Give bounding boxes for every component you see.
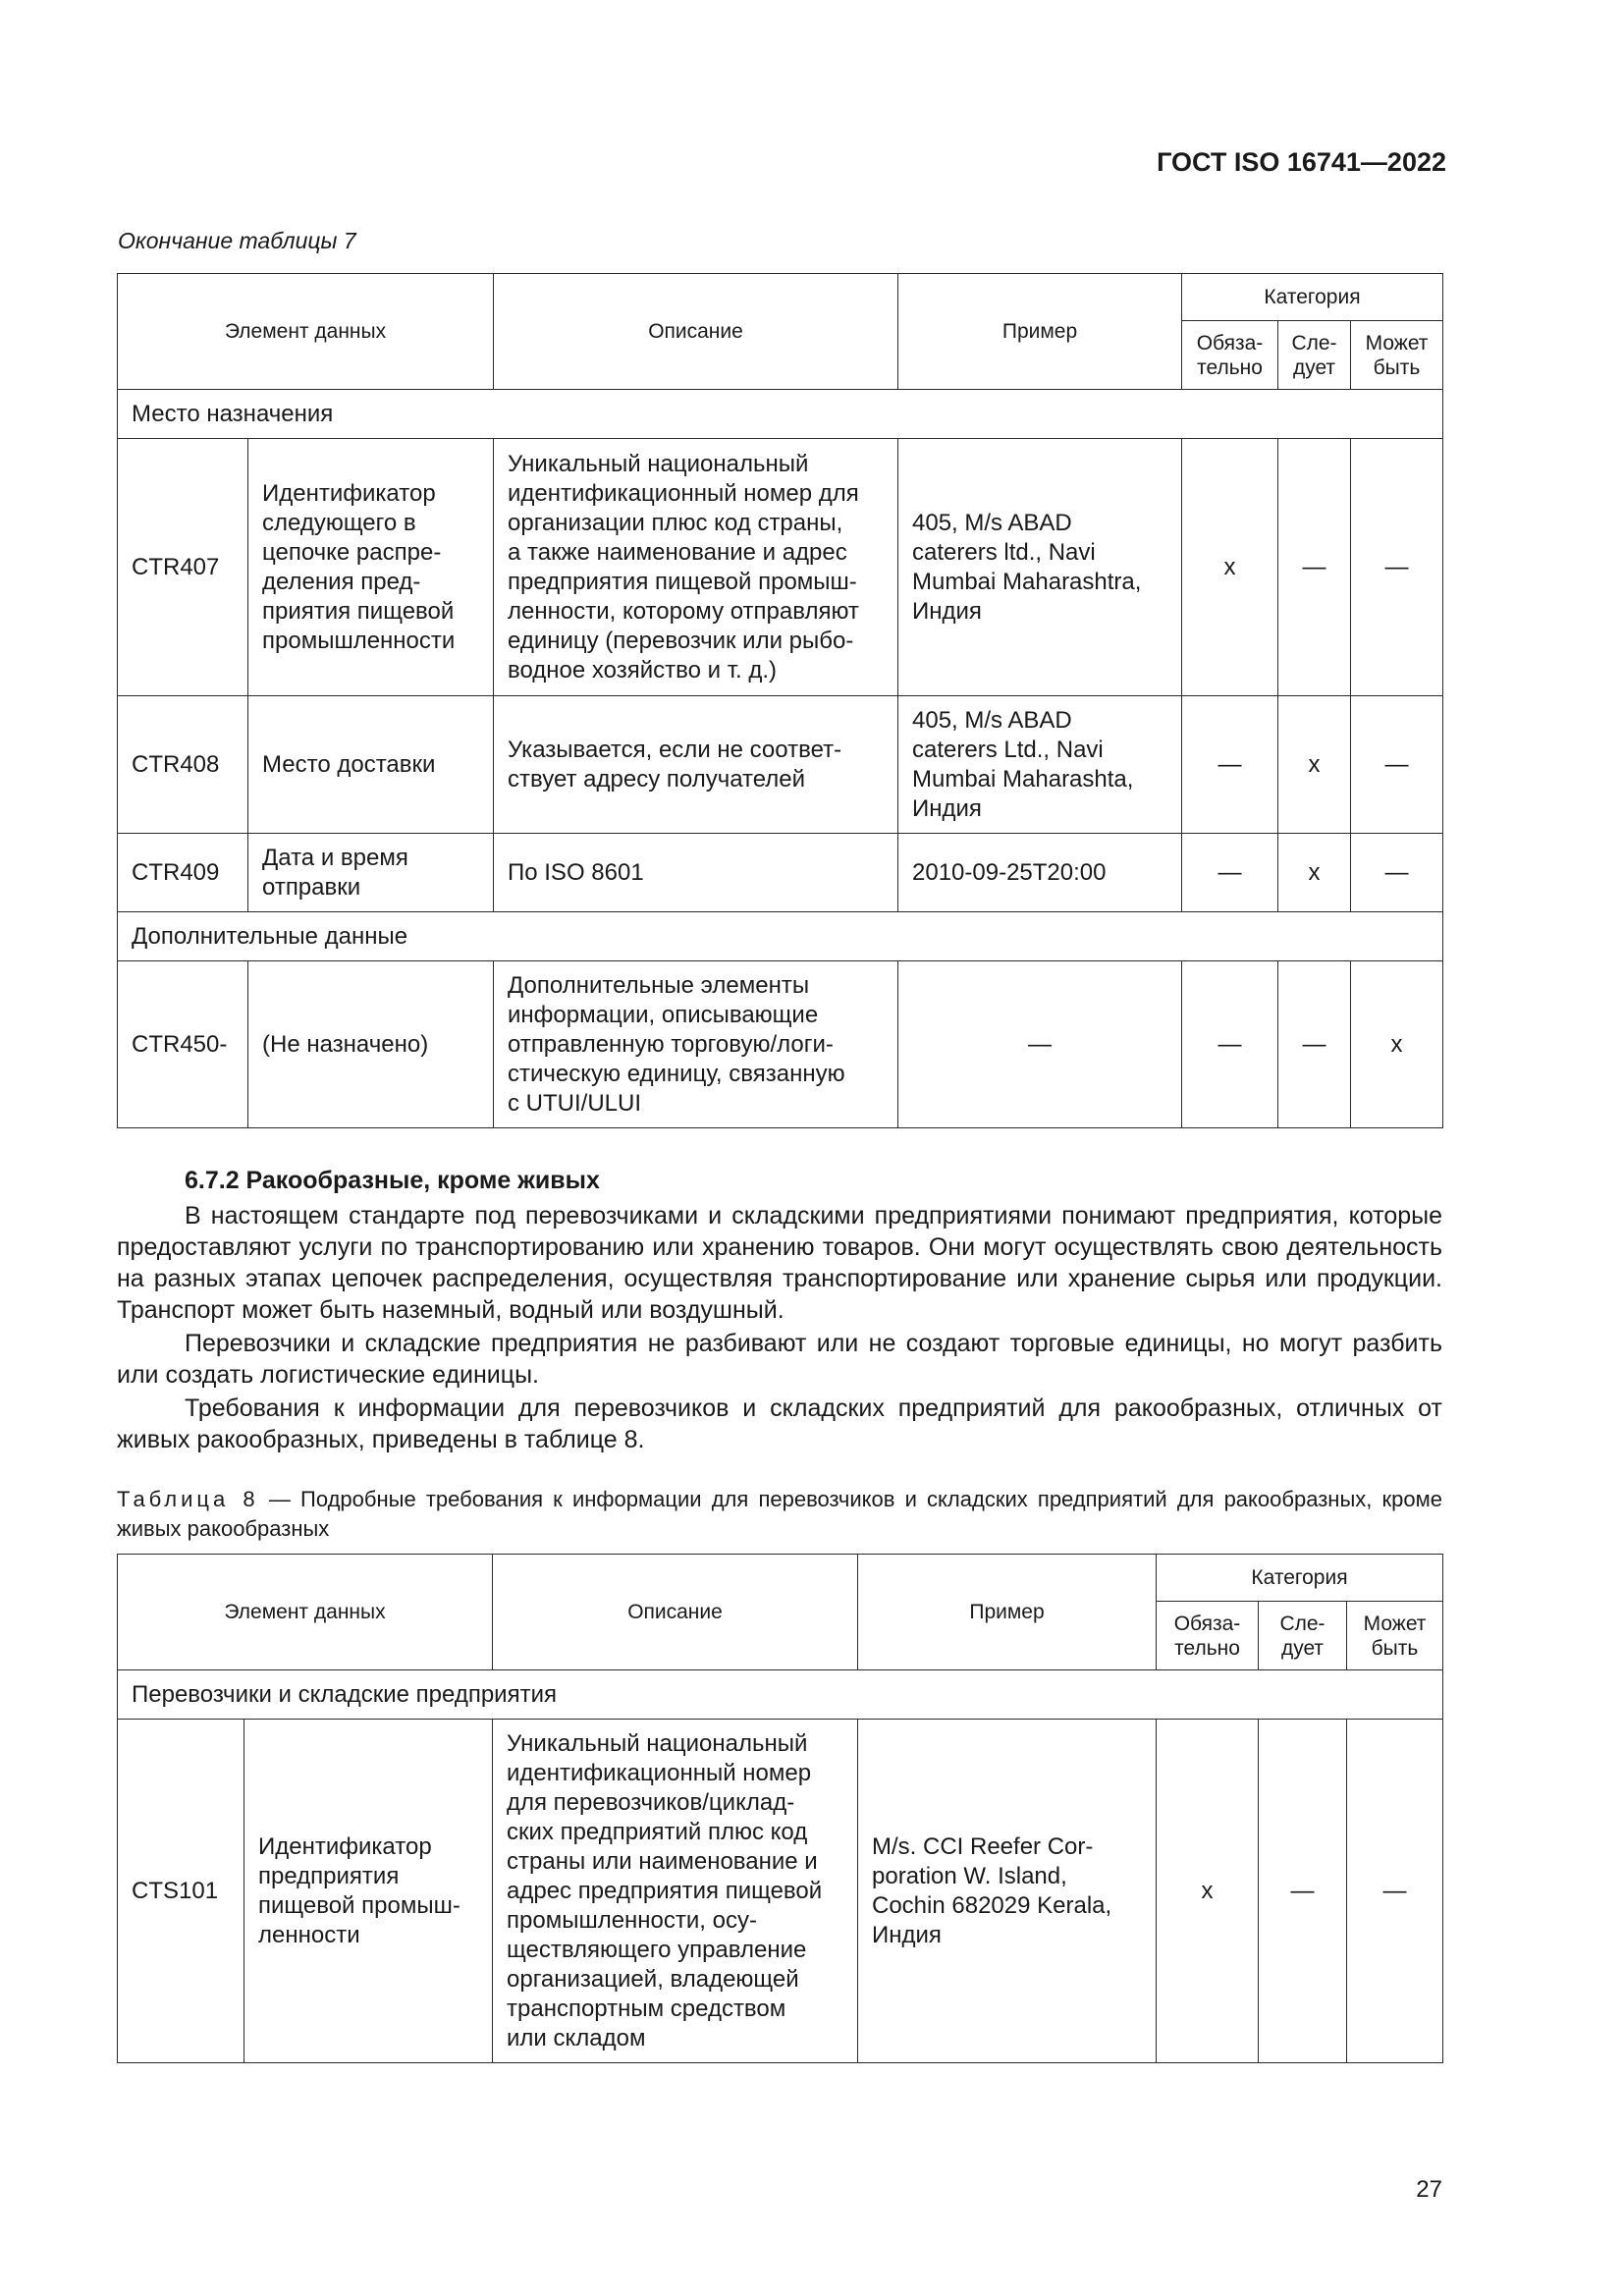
category-mandatory: — (1182, 961, 1278, 1128)
element-description: Дополнительные элементы информации, описывающие отправленную торговую/логи- стическую единицу, связанную с UTUI/ULUI (494, 961, 898, 1128)
header-category: Категория (1157, 1555, 1443, 1602)
category-mandatory: x (1182, 439, 1278, 696)
element-code: CTR407 (118, 439, 248, 696)
header-should: Сле- дует (1278, 321, 1351, 390)
header-example: Пример (858, 1555, 1157, 1670)
header-category: Категория (1182, 274, 1443, 321)
table-section-row (118, 912, 1443, 961)
header-data-element: Элемент данных (118, 1555, 493, 1670)
section-title: Дополнительные данные (118, 912, 1443, 961)
header-may: Может быть (1347, 1602, 1443, 1670)
header-mandatory: Обяза- тельно (1182, 321, 1278, 390)
table-continuation-caption: Окончание таблицы 7 (118, 228, 356, 253)
table-header-row (118, 1555, 1443, 1602)
category-should: x (1278, 696, 1351, 834)
table-8-caption-label: Таблица 8 (117, 1487, 259, 1511)
header-example: Пример (898, 274, 1182, 390)
header-mandatory: Обяза- тельно (1157, 1602, 1259, 1670)
category-mandatory: — (1182, 696, 1278, 834)
table-row (118, 439, 1443, 696)
section-title: Перевозчики и складские предприятия (118, 1670, 1443, 1720)
element-example: — (898, 961, 1182, 1128)
table-7 (117, 273, 1443, 1128)
element-description: Уникальный национальный идентификационный номер для перевозчиков/циклад- ских предприятий плюс код страны или наименование и адрес предприятия пищевой промышленности, осу- ществляющего управление организацией, владеющей транспортным средством или складом (493, 1720, 858, 2063)
document-header: ГОСТ ISO 16741—2022 (1157, 147, 1446, 177)
paragraph-text: В настоящем стандарте под перевозчиками и складскими предприятиями понимают предприятия, которые предоставляют услуги по транспортированию или хранению товаров. Они могут осуществлять свою деятельность на разных этапах цепочек распределения, осуществляя транспортирование или хранение сырья или продукции. Транспорт может быть наземный, водный или воздушный. (117, 1202, 1442, 1324)
table-8-caption (117, 1485, 1442, 1544)
element-example: 405, M/s ABAD caterers ltd., Navi Mumbai Maharashtra, Индия (898, 439, 1182, 696)
category-mandatory: — (1182, 834, 1278, 912)
category-mandatory: x (1157, 1720, 1259, 2063)
table-row (118, 834, 1443, 912)
element-name: (Не назначено) (248, 961, 494, 1128)
table-8 (117, 1554, 1443, 2063)
table-section-row (118, 1670, 1443, 1720)
element-example: M/s. CCI Reefer Cor- poration W. Island, Cochin 682029 Kerala, Индия (858, 1720, 1157, 2063)
element-example: 405, M/s ABAD caterers Ltd., Navi Mumbai Maharashta, Индия (898, 696, 1182, 834)
element-name: Идентификатор предприятия пищевой промыш- ленности (244, 1720, 493, 2063)
header-may: Может быть (1351, 321, 1443, 390)
paragraph (117, 1200, 1442, 1326)
element-code: CTS101 (118, 1720, 244, 2063)
section-heading: 6.7.2 Ракообразные, кроме живых (185, 1167, 600, 1194)
category-should: x (1278, 834, 1351, 912)
header-description: Описание (494, 274, 898, 390)
category-may: x (1351, 961, 1443, 1128)
element-code: CTR409 (118, 834, 248, 912)
element-code: CTR408 (118, 696, 248, 834)
table-8-caption-text: — Подробные требования к информации для перевозчиков и складских предприятий для ракообразных, кроме живых ракообразных (117, 1487, 1442, 1541)
element-example: 2010-09-25T20:00 (898, 834, 1182, 912)
paragraph-text: Требования к информации для перевозчиков и складских предприятий для ракообразных, отличных от живых ракообразных, приведены в таблице 8. (117, 1394, 1442, 1453)
element-code: CTR450- (118, 961, 248, 1128)
category-may: — (1351, 834, 1443, 912)
paragraph-text: Перевозчики и складские предприятия не разбивают или не создают торговые единицы, но могут разбить или создать логистические единицы. (117, 1330, 1442, 1389)
table-row (118, 1720, 1443, 2063)
category-may: — (1351, 439, 1443, 696)
category-should: — (1278, 439, 1351, 696)
category-may: — (1351, 696, 1443, 834)
table-section-row (118, 390, 1443, 439)
header-should: Сле- дует (1259, 1602, 1347, 1670)
category-may: — (1347, 1720, 1443, 2063)
element-name: Идентификатор следующего в цепочке распре- деления пред- приятия пищевой промышленности (248, 439, 494, 696)
table-header-row (118, 274, 1443, 321)
element-description: Уникальный национальный идентификационный номер для организации плюс код страны, а также наименование и адрес предприятия пищевой промыш- ленности, которому отправляют единицу (перевозчик или рыбо- водное хозяйство и т. д.) (494, 439, 898, 696)
header-data-element: Элемент данных (118, 274, 494, 390)
element-description: По ISO 8601 (494, 834, 898, 912)
element-description: Указывается, если не соответ- ствует адресу получателей (494, 696, 898, 834)
paragraph (117, 1393, 1442, 1455)
page-number: 27 (1416, 2176, 1442, 2203)
section-title: Место назначения (118, 390, 1443, 439)
element-name: Дата и время отправки (248, 834, 494, 912)
table-row (118, 696, 1443, 834)
header-description: Описание (493, 1555, 858, 1670)
category-should: — (1278, 961, 1351, 1128)
table-row (118, 961, 1443, 1128)
element-name: Место доставки (248, 696, 494, 834)
category-should: — (1259, 1720, 1347, 2063)
paragraph (117, 1328, 1442, 1391)
